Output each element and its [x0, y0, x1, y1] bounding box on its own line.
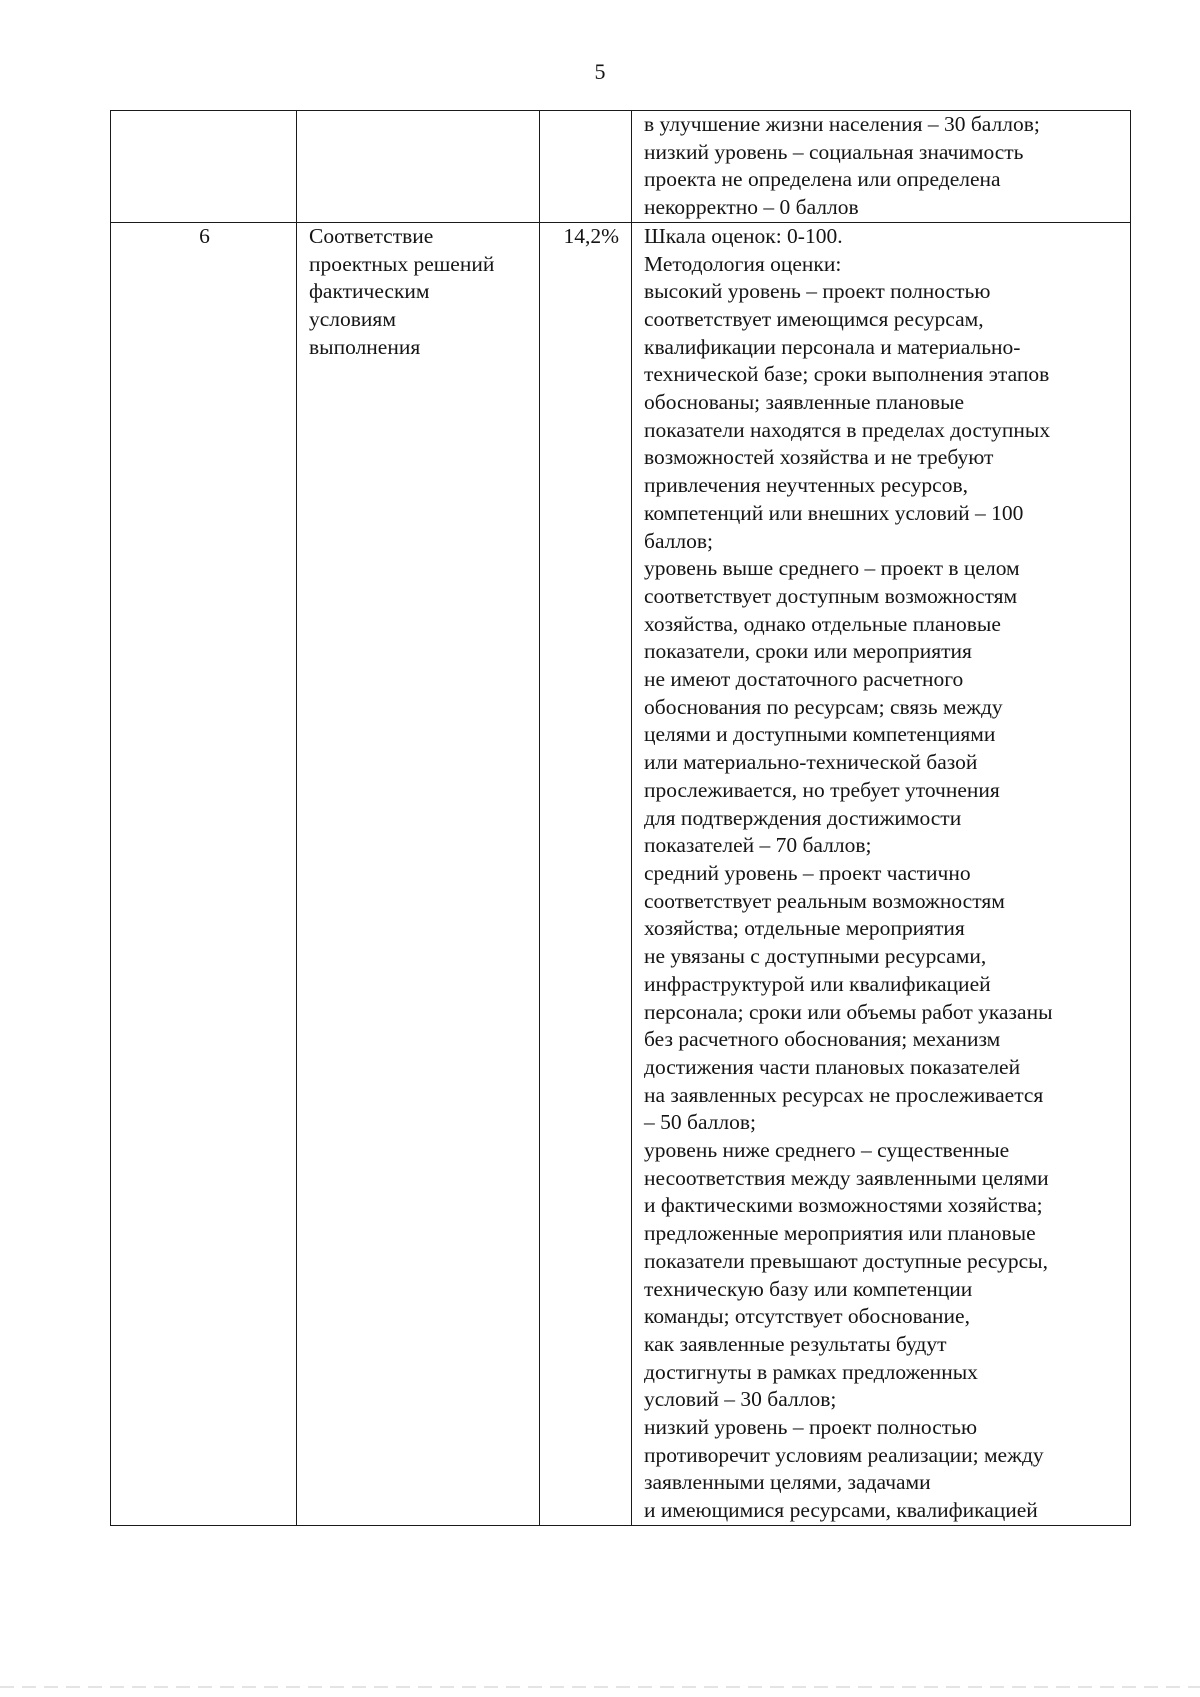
description-line: привлечения неучтенных ресурсов, — [644, 473, 969, 498]
criterion-name-line: условиям — [309, 306, 396, 331]
criterion-name-line: Соответствие — [309, 223, 434, 248]
description-line: уровень выше среднего – проект в целом — [644, 556, 1020, 581]
description-line: хозяйства, однако отдельные плановые — [644, 611, 1001, 636]
description-line: квалификации персонала и материально- — [644, 334, 1021, 359]
description-line: прослеживается, но требует уточнения — [644, 777, 1000, 802]
description-line: не имеют достаточного расчетного — [644, 667, 964, 692]
description-line: достижения части плановых показателей — [644, 1054, 1021, 1079]
description-line: инфраструктурой или квалификацией — [644, 971, 991, 996]
description-line: достигнуты в рамках предложенных — [644, 1359, 978, 1384]
criterion-weight: 14,2% — [540, 222, 632, 1525]
criterion-name-line: фактическим — [309, 279, 430, 304]
description-line: уровень ниже среднего – существенные — [644, 1138, 1010, 1163]
description-line: предложенные мероприятия или плановые — [644, 1221, 1036, 1246]
text-line: проекта не определена или определена — [644, 167, 1001, 192]
description-line: условий – 30 баллов; — [644, 1387, 837, 1412]
description-line: персонала; сроки или объемы работ указаны — [644, 999, 1053, 1024]
description-line: хозяйства; отдельные мероприятия — [644, 916, 965, 941]
description-line: высокий уровень – проект полностью — [644, 279, 991, 304]
description-line: для подтверждения достижимости — [644, 805, 962, 830]
description-line: компетенций или внешних условий – 100 — [644, 500, 1024, 525]
description-line: и имеющимися ресурсами, квалификацией — [644, 1498, 1038, 1523]
text-line: некорректно – 0 баллов — [644, 195, 859, 220]
criterion-number: 6 — [111, 222, 297, 1525]
criteria-table — [110, 110, 1131, 1526]
description-line: обоснования по ресурсам; связь между — [644, 694, 1003, 719]
table-row-criterion-6 — [111, 222, 1131, 1525]
text-line: в улучшение жизни населения – 30 баллов; — [644, 112, 1040, 136]
description-line: показатели находятся в пределах доступных — [644, 417, 1051, 442]
description-line: средний уровень – проект частично — [644, 860, 971, 885]
description-line: на заявленных ресурсах не прослеживается — [644, 1082, 1044, 1107]
description-line: соответствует доступным возможностям — [644, 583, 1018, 608]
description-line: Методология оценки: — [644, 251, 842, 276]
description-line: и фактическими возможностями хозяйства; — [644, 1193, 1043, 1218]
description-line: показатели, сроки или мероприятия — [644, 639, 972, 664]
description-line: без расчетного обоснования; механизм — [644, 1027, 1001, 1052]
description-line: обоснованы; заявленные плановые — [644, 390, 965, 415]
description-line: противоречит условиям реализации; между — [644, 1442, 1044, 1467]
description-line: Шкала оценок: 0-100. — [644, 223, 843, 248]
cell-weight-empty — [540, 111, 632, 223]
criterion-description — [632, 222, 1131, 1525]
description-line: низкий уровень – проект полностью — [644, 1415, 978, 1440]
criterion-name-line: проектных решений — [309, 251, 495, 276]
criterion-name-line: выполнения — [309, 334, 421, 359]
description-line: – 50 баллов; — [644, 1110, 757, 1135]
description-line: заявленными целями, задачами — [644, 1470, 931, 1495]
description-line: команды; отсутствует обоснование, — [644, 1304, 970, 1329]
table-row-continuation — [111, 111, 1131, 223]
description-line: не увязаны с доступными ресурсами, — [644, 944, 987, 969]
description-line: техническую базу или компетенции — [644, 1276, 973, 1301]
description-line: целями и доступными компетенциями — [644, 722, 996, 747]
cell-number-empty — [111, 111, 297, 223]
criterion-name — [297, 222, 540, 1525]
description-line: соответствует имеющимся ресурсам, — [644, 306, 984, 331]
description-line: соответствует реальным возможностям — [644, 888, 1005, 913]
description-line: или материально-технической базой — [644, 750, 978, 775]
page-number: 5 — [594, 59, 606, 84]
description-line: показатели превышают доступные ресурсы, — [644, 1248, 1048, 1273]
description-line: возможностей хозяйства и не требуют — [644, 445, 994, 470]
description-line: как заявленные результаты будут — [644, 1331, 947, 1356]
cell-description-continuation — [632, 111, 1131, 223]
description-line: показателей – 70 баллов; — [644, 833, 872, 858]
text-line: низкий уровень – социальная значимость — [644, 139, 1024, 164]
scan-edge-artifact — [0, 1686, 1200, 1688]
description-line: баллов; — [644, 528, 714, 553]
description-line: несоответствия между заявленными целями — [644, 1165, 1049, 1190]
description-line: технической базе; сроки выполнения этапов — [644, 362, 1050, 387]
cell-name-empty — [297, 111, 540, 223]
